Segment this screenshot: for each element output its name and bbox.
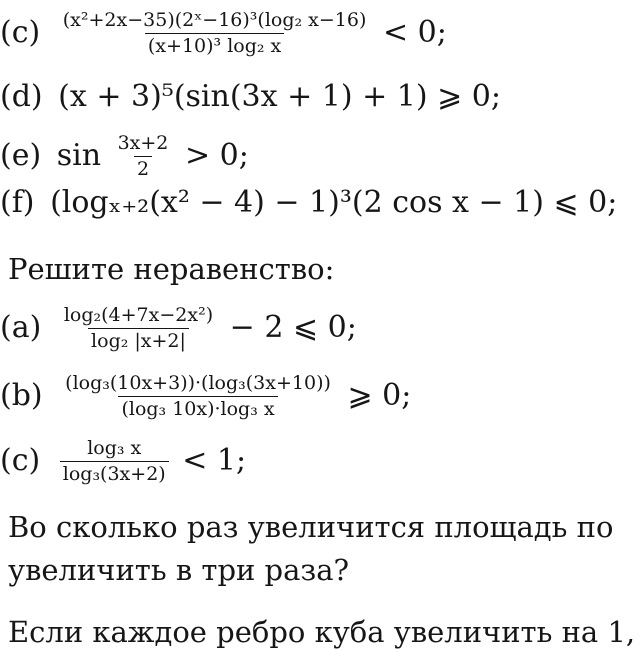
inequality-tail: > 0;	[184, 137, 249, 173]
fraction	[60, 438, 169, 486]
problem-label: (e)	[0, 137, 42, 173]
numerator: (x²+2x−35)(2ˣ−16)³(log₂ x−16)	[62, 9, 367, 31]
problem-f	[0, 185, 618, 220]
numerator: log₂(4+7x−2x²)	[63, 304, 214, 326]
problem-label: (a)	[0, 309, 42, 345]
problem-label: (d)	[0, 79, 43, 114]
denominator: log₂ |x+2|	[88, 328, 189, 353]
problem-d	[0, 79, 501, 114]
fraction	[60, 10, 370, 58]
expression: (x + 3)⁵(sin(3x + 1) + 1) ⩾ 0;	[58, 79, 501, 114]
problem-c-2	[0, 438, 246, 486]
numerator: (log₃(10x+3))·(log₃(3x+10))	[65, 372, 331, 394]
question-2-line: Если каждое ребро куба увеличить на 1,	[8, 615, 636, 649]
numerator: 3x+2	[117, 132, 169, 154]
denominator: (x+10)³ log₂ x	[145, 33, 284, 58]
denominator: log₃(3x+2)	[60, 461, 169, 486]
fraction	[61, 305, 216, 353]
fraction	[62, 373, 334, 421]
question-line-2: увеличить в три раза?	[8, 553, 350, 587]
inequality-tail: ⩾ 0;	[347, 377, 412, 413]
sin-function: sin	[56, 137, 102, 173]
denominator: (log₃ 10x)·log₃ x	[118, 396, 277, 421]
problem-label: (f)	[0, 185, 35, 220]
problem-label: (c)	[0, 442, 41, 478]
problem-c-1	[0, 10, 447, 58]
expression: (logₓ₊₂(x² − 4) − 1)³(2 cos x − 1) ⩽ 0;	[50, 185, 618, 220]
question-line-1: Во сколько раз увеличится площадь по	[8, 510, 614, 544]
problem-label: (c)	[0, 14, 41, 50]
inequality-tail: − 2 ⩽ 0;	[229, 309, 357, 345]
problem-e	[0, 133, 249, 181]
fraction	[115, 133, 172, 181]
problem-a	[0, 305, 357, 353]
inequality-tail: < 1;	[182, 442, 247, 478]
problem-label: (b)	[0, 377, 43, 413]
problem-b	[0, 373, 411, 421]
numerator: log₃ x	[87, 437, 142, 459]
denominator: 2	[134, 156, 152, 181]
inequality-tail: < 0;	[382, 14, 447, 50]
section-heading: Решите неравенство:	[8, 252, 335, 286]
